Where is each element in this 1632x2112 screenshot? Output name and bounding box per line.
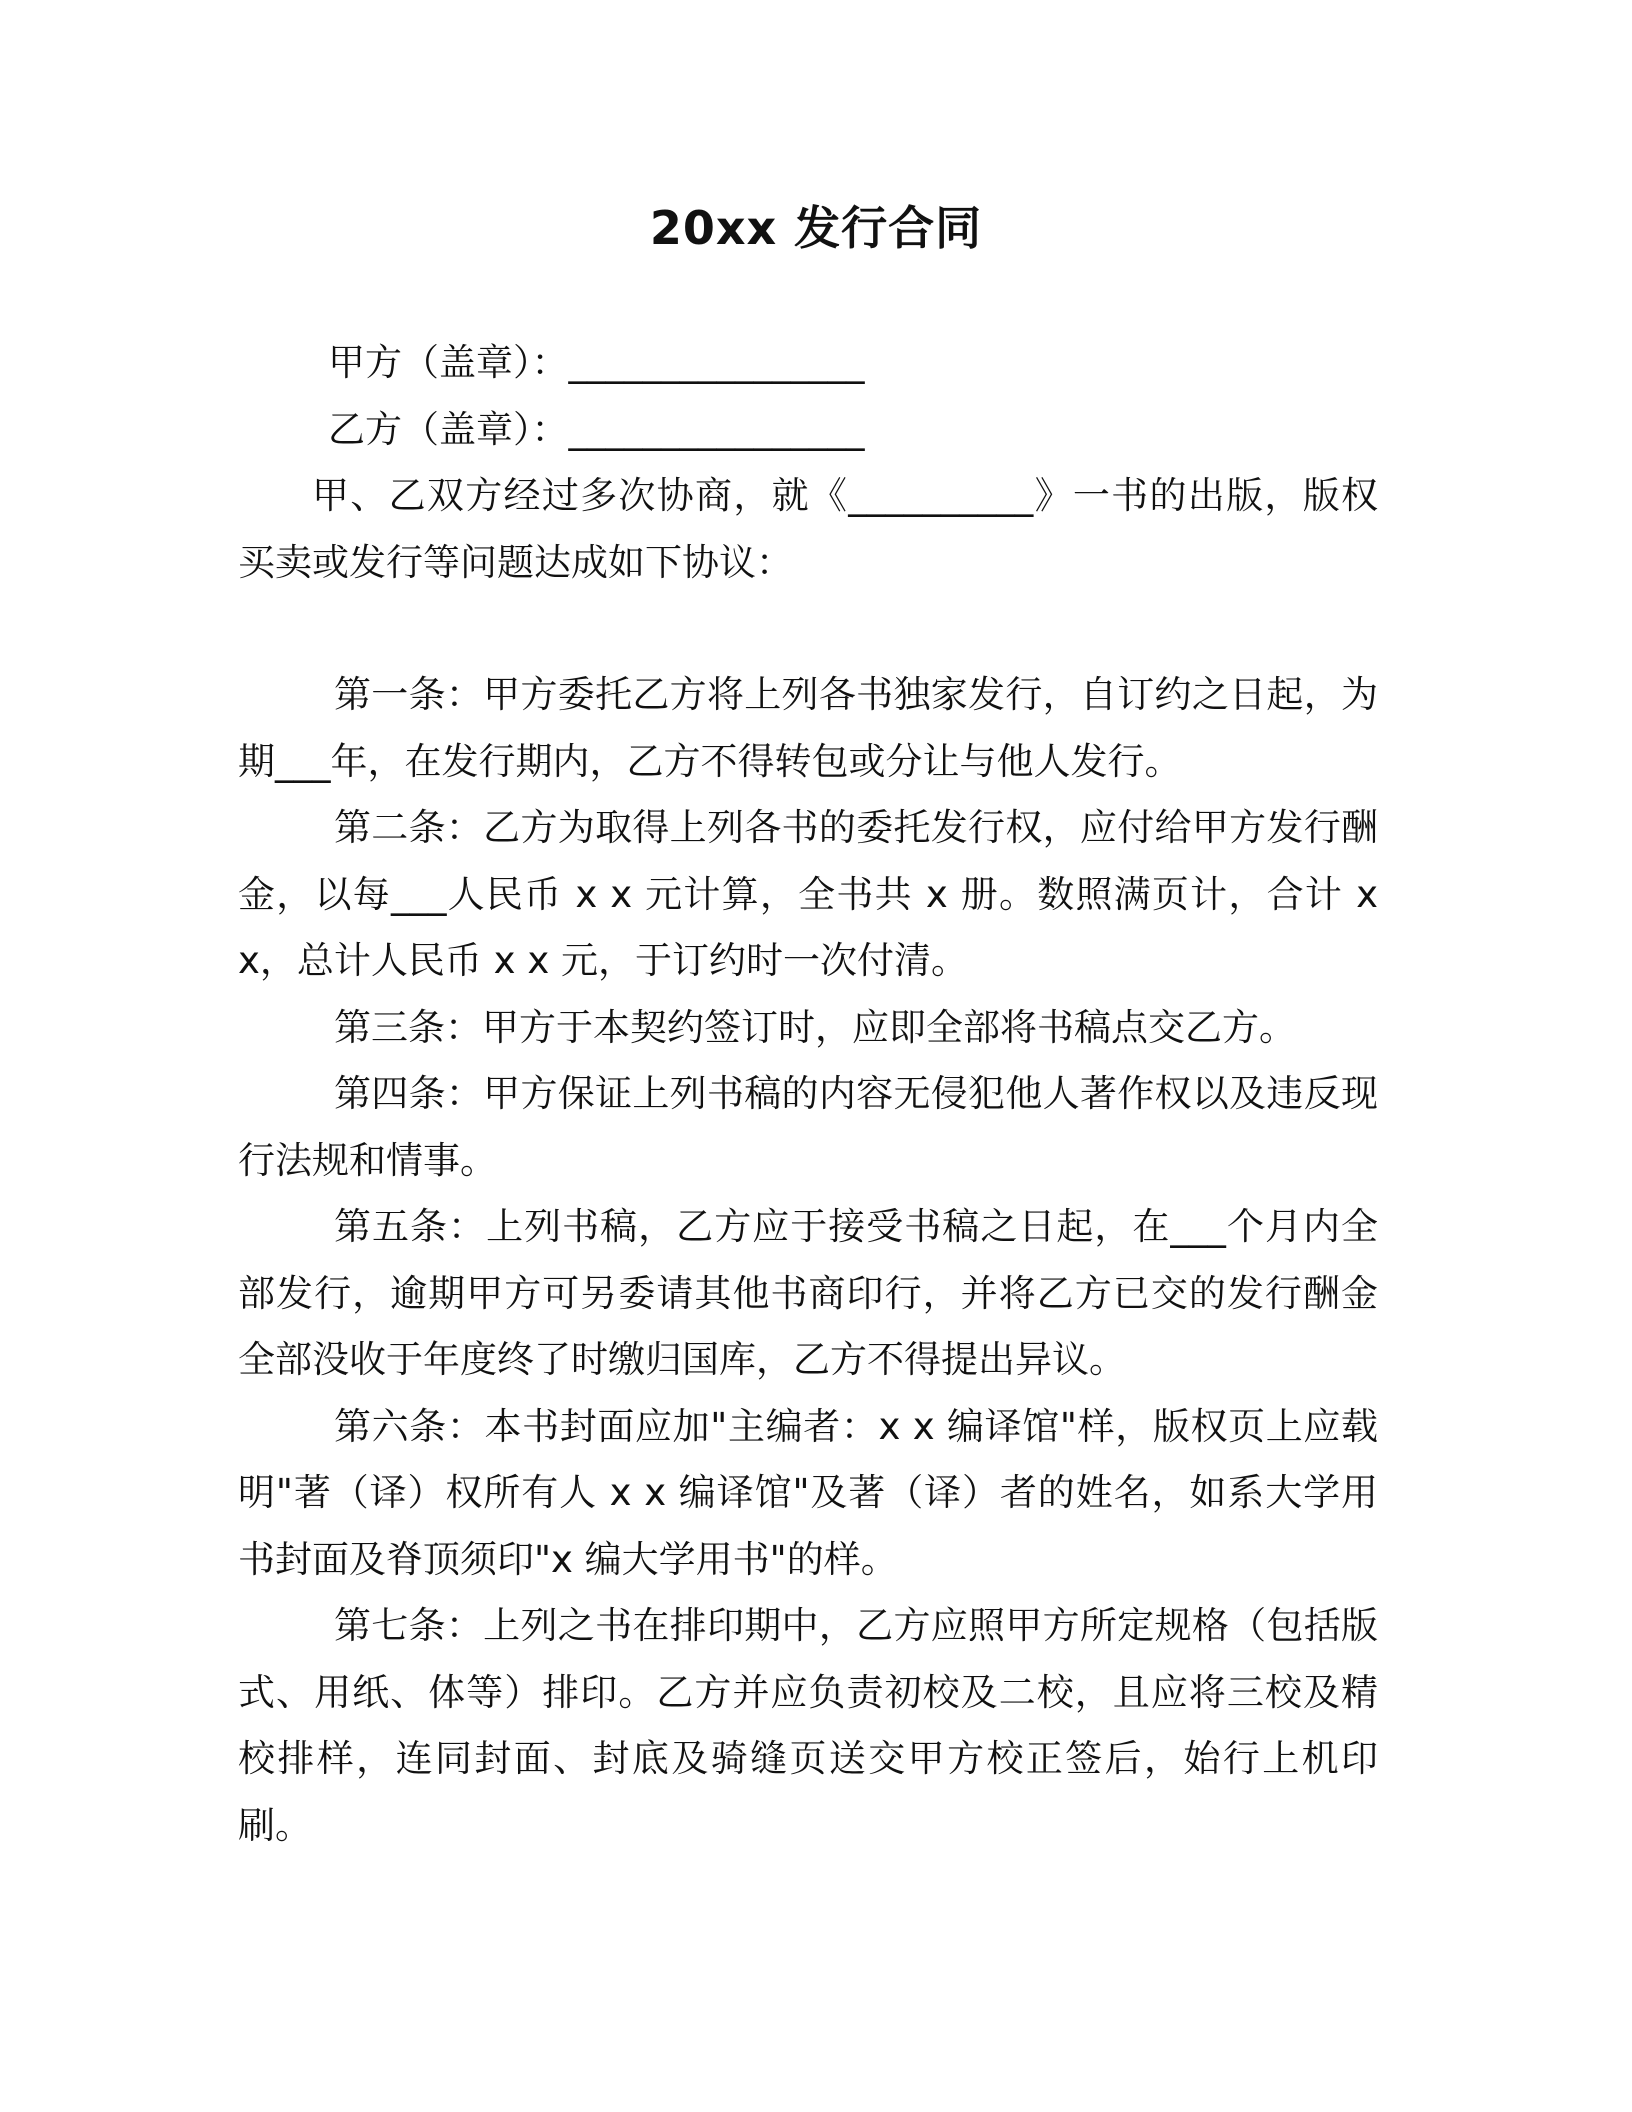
article-6: 第六条：本书封面应加"主编者：x x 编译馆"样，版权页上应载明"著（译）权所有人 x x 编译馆"及著（译）者的姓名，如系大学用书封面及脊顶须印"x 编大学用书"的样。	[238, 1404, 1378, 1581]
article-5: 第五条：上列书稿，乙方应于接受书稿之日起，在___个月内全部发行，逾期甲方可另委请其他书商印行，并将乙方已交的发行酬金全部没收于年度终了时缴归国库，乙方不得提出异议。	[238, 1205, 1378, 1381]
document-body	[238, 330, 1378, 1859]
document-title: 20xx 发行合同	[649, 201, 983, 255]
article-3: 第三条：甲方于本契约签订时，应即全部将书稿点交乙方。	[334, 1005, 1296, 1049]
article-1: 第一条：甲方委托乙方将上列各书独家发行，自订约之日起，为期___年，在发行期内，乙方不得转包或分让与他人发行。	[238, 673, 1378, 783]
article-4: 第四条：甲方保证上列书稿的内容无侵犯他人著作权以及违反现行法规和情事。	[238, 1072, 1378, 1182]
intro-paragraph: 甲、乙双方经过多次协商，就《__________》一书的出版，版权买卖或发行等问题达成如下协议：	[238, 474, 1378, 584]
paragraph-spacer	[238, 596, 1378, 662]
article-7: 第七条：上列之书在排印期中，乙方应照甲方所定规格（包括版式、用纸、体等）排印。乙方并应负责初校及二校，且应将三校及精校排样，连同封面、封底及骑缝页送交甲方校正签后，始行上机印刷。	[238, 1604, 1378, 1847]
article-2: 第二条：乙方为取得上列各书的委托发行权，应付给甲方发行酬金，以每___人民币 x x 元计算，全书共 x 册。数照满页计，合计 x x，总计人民币 x x 元，于订约时一次付清。	[238, 806, 1378, 982]
party-b-line: 乙方（盖章）：________________	[328, 407, 865, 451]
party-a-line: 甲方（盖章）：________________	[328, 341, 865, 384]
